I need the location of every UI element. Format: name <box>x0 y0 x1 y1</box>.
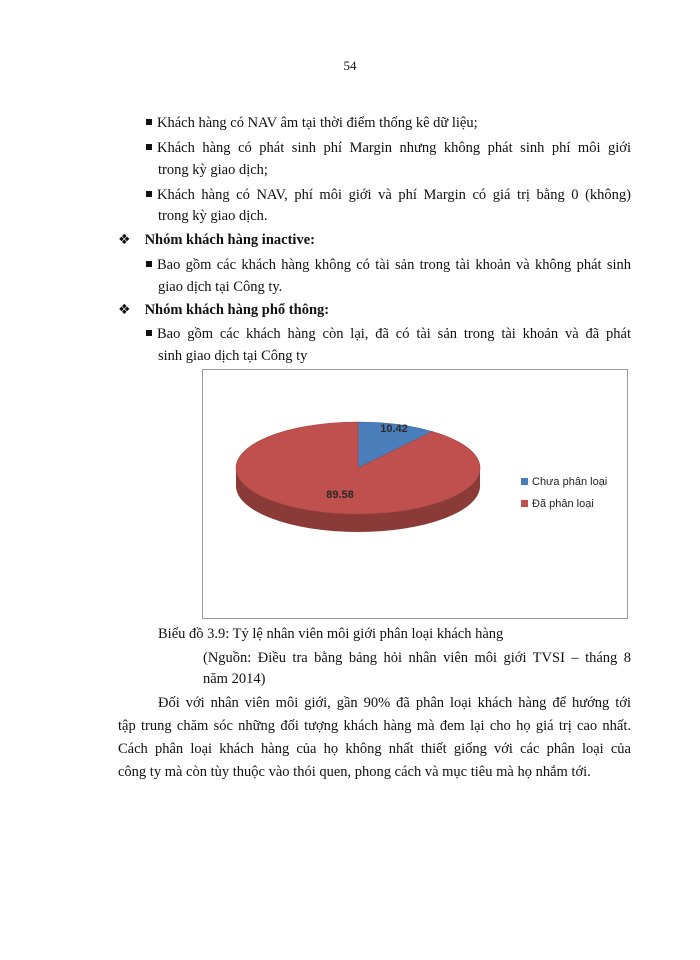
page-number: 54 <box>343 58 357 73</box>
source-note: (Nguồn: Điều tra bằng bảng hỏi nhân viên môi giới TVSI – tháng 8 <box>203 650 631 666</box>
paragraph-line: tập trung chăm sóc những đối tượng khách hàng mà đem lại cho họ giá trị cao nhất. <box>118 718 631 734</box>
legend-item-classified <box>521 498 594 510</box>
pie-slice-classified <box>236 422 480 514</box>
legend-label: Đã phân loại <box>532 498 594 510</box>
diamond-bullet-icon: ❖ <box>118 302 131 318</box>
pie-data-label: 10.42 <box>380 423 408 435</box>
figure-caption: Biểu đồ 3.9: Tỷ lệ nhân viên môi giới phân loại khách hàng <box>158 626 504 642</box>
bullet-continuation: trong kỳ giao dịch; <box>158 162 268 178</box>
group-inactive-heading <box>118 232 315 249</box>
paragraph-line: công ty mà còn tùy thuộc vào thói quen, phong cách và mục tiêu mà họ nhắm tới. <box>118 764 591 780</box>
bullet-item <box>146 115 478 132</box>
bullet-item <box>146 140 631 157</box>
heading-text: Nhóm khách hàng inactive: <box>144 232 315 248</box>
legend-swatch <box>521 500 528 507</box>
diamond-bullet-icon: ❖ <box>118 232 131 248</box>
legend-item-unclassified <box>521 476 607 488</box>
source-note-continuation: năm 2014) <box>203 671 266 687</box>
pie-data-label: 89.58 <box>326 489 354 501</box>
pie-chart <box>202 369 628 619</box>
legend-swatch <box>521 478 528 485</box>
group-common-heading <box>118 302 329 319</box>
bullet-text: Khách hàng có phát sinh phí Margin nhưng không phát sinh phí môi giới <box>157 140 631 156</box>
bullet-text: Khách hàng có NAV âm tại thời điểm thống kê dữ liệu; <box>157 115 478 131</box>
bullet-text: Khách hàng có NAV, phí môi giới và phí Margin có giá trị bằng 0 (không) <box>157 187 631 203</box>
paragraph-line: Cách phân loại khách hàng của họ không nhất thiết giống với các phân loại của <box>118 741 631 757</box>
bullet-item <box>146 326 631 343</box>
paragraph-line: Đối với nhân viên môi giới, gần 90% đã phân loại khách hàng để hướng tới <box>158 695 631 711</box>
square-bullet-icon <box>146 144 152 150</box>
square-bullet-icon <box>146 119 152 125</box>
bullet-item <box>146 187 631 204</box>
bullet-item <box>146 257 631 274</box>
pie-chart-svg <box>203 370 627 618</box>
heading-text: Nhóm khách hàng phổ thông: <box>144 302 330 318</box>
bullet-text: Bao gồm các khách hàng còn lại, đã có tài sản trong tài khoản và đã phát <box>157 326 631 342</box>
bullet-continuation: giao dịch tại Công ty. <box>158 279 283 295</box>
bullet-continuation: trong kỳ giao dịch. <box>158 208 268 224</box>
bullet-continuation: sinh giao dịch tại Công ty <box>158 348 308 364</box>
square-bullet-icon <box>146 261 152 267</box>
square-bullet-icon <box>146 191 152 197</box>
legend-label: Chưa phân loại <box>532 476 608 488</box>
square-bullet-icon <box>146 330 152 336</box>
bullet-text: Bao gồm các khách hàng không có tài sản trong tài khoản và không phát sinh <box>157 257 631 273</box>
